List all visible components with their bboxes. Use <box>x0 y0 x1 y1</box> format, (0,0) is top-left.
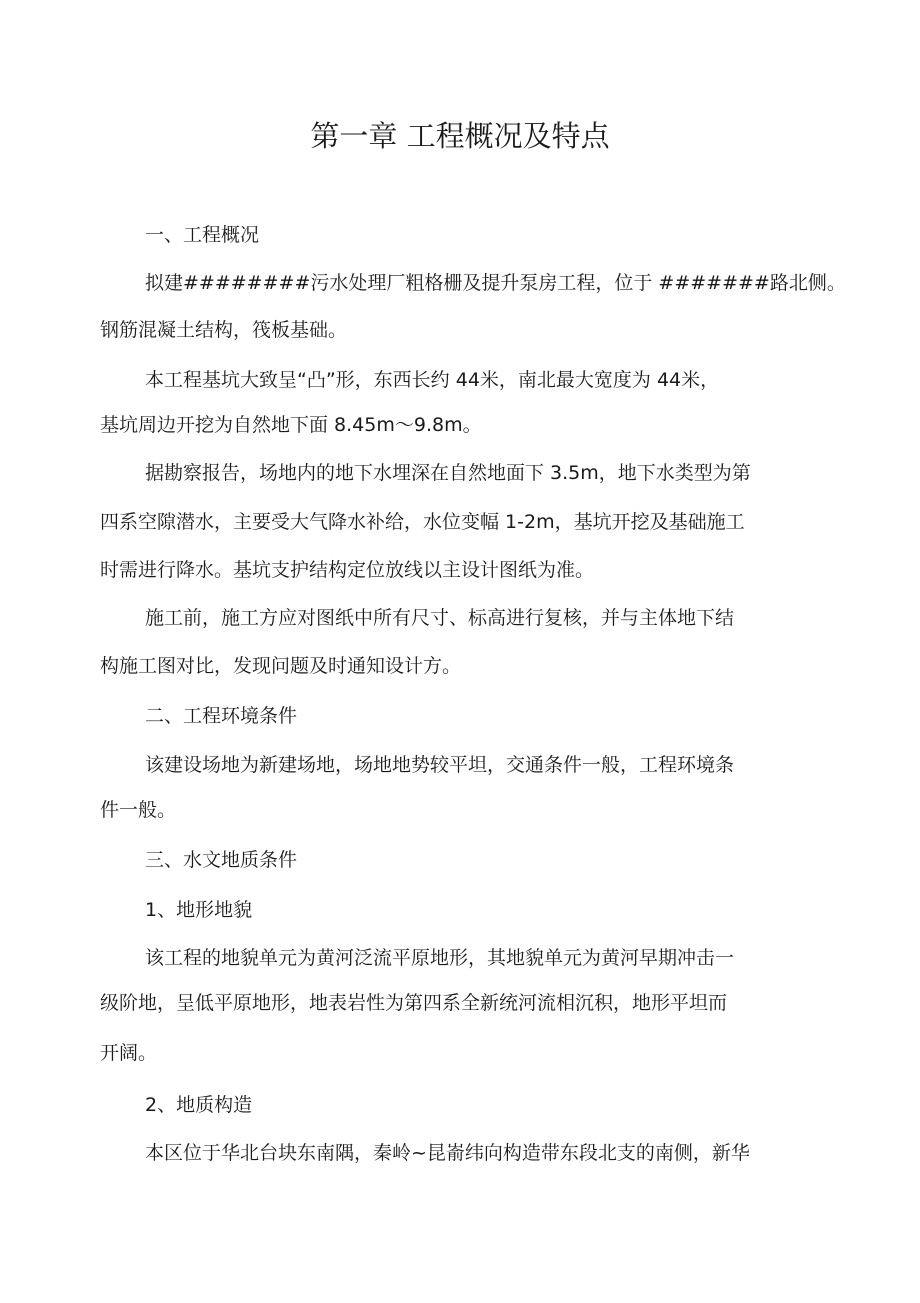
paragraph-line: 开阔。 <box>100 1042 158 1064</box>
paragraph-line: 钢筋混凝土结构，筏板基础。 <box>100 319 348 341</box>
paragraph-line: 本区位于华北台块东南隅，秦岭~昆嵛纬向构造带东段北支的南侧，新华 <box>145 1142 750 1164</box>
paragraph-line: 四系空隙潜水，主要受大气降水补给，水位变幅 1-2m，基坑开挖及基础施工 <box>100 511 745 533</box>
paragraph-line: 据勘察报告，场地内的地下水埋深在自然地面下 3.5m，地下水类型为第 <box>145 462 751 484</box>
paragraph-line: 时需进行降水。基坑支护结构定位放线以主设计图纸为准。 <box>100 559 595 581</box>
paragraph-line: 件一般。 <box>100 799 177 821</box>
paragraph-line: 本工程基坑大致呈“凸”形，东西长约 44米，南北最大宽度为 44米， <box>145 369 720 391</box>
paragraph-line: 该工程的地貌单元为黄河泛流平原地形，其地貌单元为黄河早期冲击一 <box>145 947 735 969</box>
section-heading-environment: 二、工程环境条件 <box>145 705 298 727</box>
section-heading-hydrogeology: 三、水文地质条件 <box>145 849 298 871</box>
paragraph-line: 该建设场地为新建场地，场地地势较平坦，交通条件一般，工程环境条 <box>145 754 735 776</box>
paragraph-line: 构施工图对比，发现问题及时通知设计方。 <box>100 655 462 677</box>
paragraph-line: 级阶地，呈低平原地形，地表岩性为第四系全新统河流相沉积，地形平坦而 <box>100 992 728 1014</box>
chapter-title: 第一章 工程概况及特点 <box>310 119 610 153</box>
subsection-heading-landform: 1、地形地貌 <box>145 899 253 921</box>
subsection-heading-geology: 2、地质构造 <box>145 1094 253 1116</box>
paragraph-line: 基坑周边开挖为自然地下面 8.45m～9.8m。 <box>100 414 482 436</box>
section-heading-overview: 一、工程概况 <box>145 224 260 246</box>
paragraph-line: 拟建########污水处理厂粗格栅及提升泵房工程，位于 #######路北侧。 <box>145 272 846 294</box>
paragraph-line: 施工前，施工方应对图纸中所有尺寸、标高进行复核，并与主体地下结 <box>145 607 735 629</box>
